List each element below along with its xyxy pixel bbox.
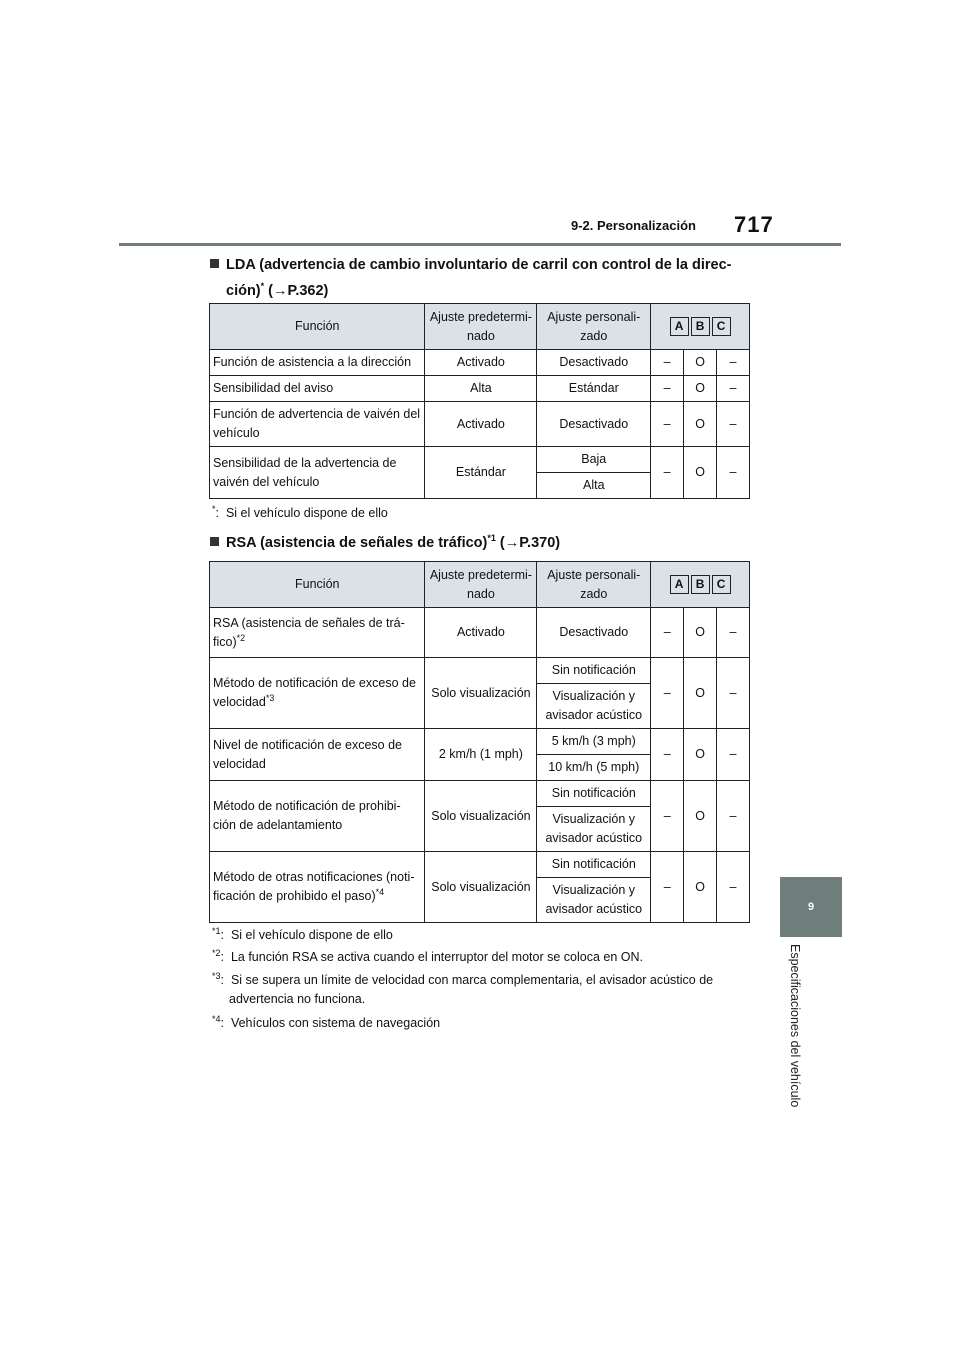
col-abc bbox=[651, 562, 750, 608]
col-ajuste-predeterminado: Ajuste predetermi-nado bbox=[425, 304, 537, 350]
table-header-row bbox=[210, 304, 750, 350]
table-row: Nivel de notificación de exceso de velocidad 2 km/h (1 mph) 5 km/h (3 mph) – O – bbox=[210, 729, 750, 755]
rsa-footnote-4: $^{*4}$: Vehículos con sistema de navegación bbox=[212, 1013, 441, 1030]
rsa-footnote-2: $^{*2}$: La función RSA se activa cuando el interruptor del motor se coloca en ON. bbox=[212, 947, 643, 964]
table-row: Función de asistencia a la dirección Activado Desactivado – O – bbox=[210, 350, 750, 376]
col-ajuste-personalizado: Ajuste personali-zado bbox=[537, 304, 651, 350]
col-funcion: Función bbox=[210, 304, 425, 350]
table-row: Visualización y avisador acústico bbox=[210, 878, 750, 923]
table-row: Método de notificación de exceso de velocidad$^{*3}$ Solo visualización Sin notificación – O – bbox=[210, 658, 750, 684]
table-header-row bbox=[210, 562, 750, 608]
box-b: B bbox=[691, 575, 710, 594]
col-ajuste-personalizado: Ajuste personali-zado bbox=[537, 562, 651, 608]
col-ajuste-predeterminado: Ajuste predetermi-nado bbox=[425, 562, 537, 608]
table-row: Alta bbox=[210, 473, 750, 499]
table-row: 10 km/h (5 mph) bbox=[210, 755, 750, 781]
square-bullet-icon bbox=[210, 537, 219, 546]
chapter-title: Especificaciones del vehículo bbox=[788, 944, 802, 1108]
rsa-footnote-3: $^{*3}$: Si se supera un límite de velocidad con marca complementaria, el avisador acústico de advertencia no funciona. bbox=[212, 970, 714, 1006]
table-row: RSA (asistencia de señales de trá-fico)$^{*2}$ Activado Desactivado – O – bbox=[210, 608, 750, 658]
table-row: Método de notificación de prohibi-ción de adelantamiento Solo visualización Sin notificación – O – bbox=[210, 781, 750, 807]
box-b: B bbox=[691, 317, 710, 336]
lda-table bbox=[209, 303, 750, 499]
rsa-table bbox=[209, 561, 750, 923]
table-row: Sensibilidad del aviso Alta Estándar – O – bbox=[210, 376, 750, 402]
rsa-footnote-1: $^{*1}$: Si el vehículo dispone de ello bbox=[212, 925, 393, 942]
lda-footnote: *: Si el vehículo dispone de ello bbox=[212, 503, 388, 520]
chapter-tab bbox=[780, 877, 842, 937]
table-row: Sensibilidad de la advertencia de vaivén del vehículo Estándar Baja – O – bbox=[210, 447, 750, 473]
table-row: Visualización y avisador acústico bbox=[210, 807, 750, 852]
lda-heading: LDA (advertencia de cambio involuntario de carril con control de la direc- ción)* (→P.362) bbox=[210, 254, 731, 302]
chapter-number: 9 bbox=[807, 901, 815, 913]
table-row: Función de advertencia de vaivén del vehículo Activado Desactivado – O – bbox=[210, 402, 750, 447]
table-row: Visualización y avisador acústico bbox=[210, 684, 750, 729]
table-row: Método de otras notificaciones (noti-ficación de prohibido el paso)$^{*4}$ Solo visualización Sin notificación – O – bbox=[210, 852, 750, 878]
box-c: C bbox=[712, 575, 731, 594]
col-funcion: Función bbox=[210, 562, 425, 608]
box-a: A bbox=[670, 575, 689, 594]
rsa-heading: RSA (asistencia de señales de tráfico)$^{*1}$ (→P.370) bbox=[210, 532, 560, 554]
section-title: 9-2. Personalización bbox=[571, 218, 696, 233]
box-c: C bbox=[712, 317, 731, 336]
header-rule bbox=[119, 243, 841, 246]
col-abc bbox=[651, 304, 750, 350]
page-number: 717 bbox=[734, 212, 774, 237]
box-a: A bbox=[670, 317, 689, 336]
chapter-side-label bbox=[786, 944, 806, 1134]
square-bullet-icon bbox=[210, 259, 219, 268]
